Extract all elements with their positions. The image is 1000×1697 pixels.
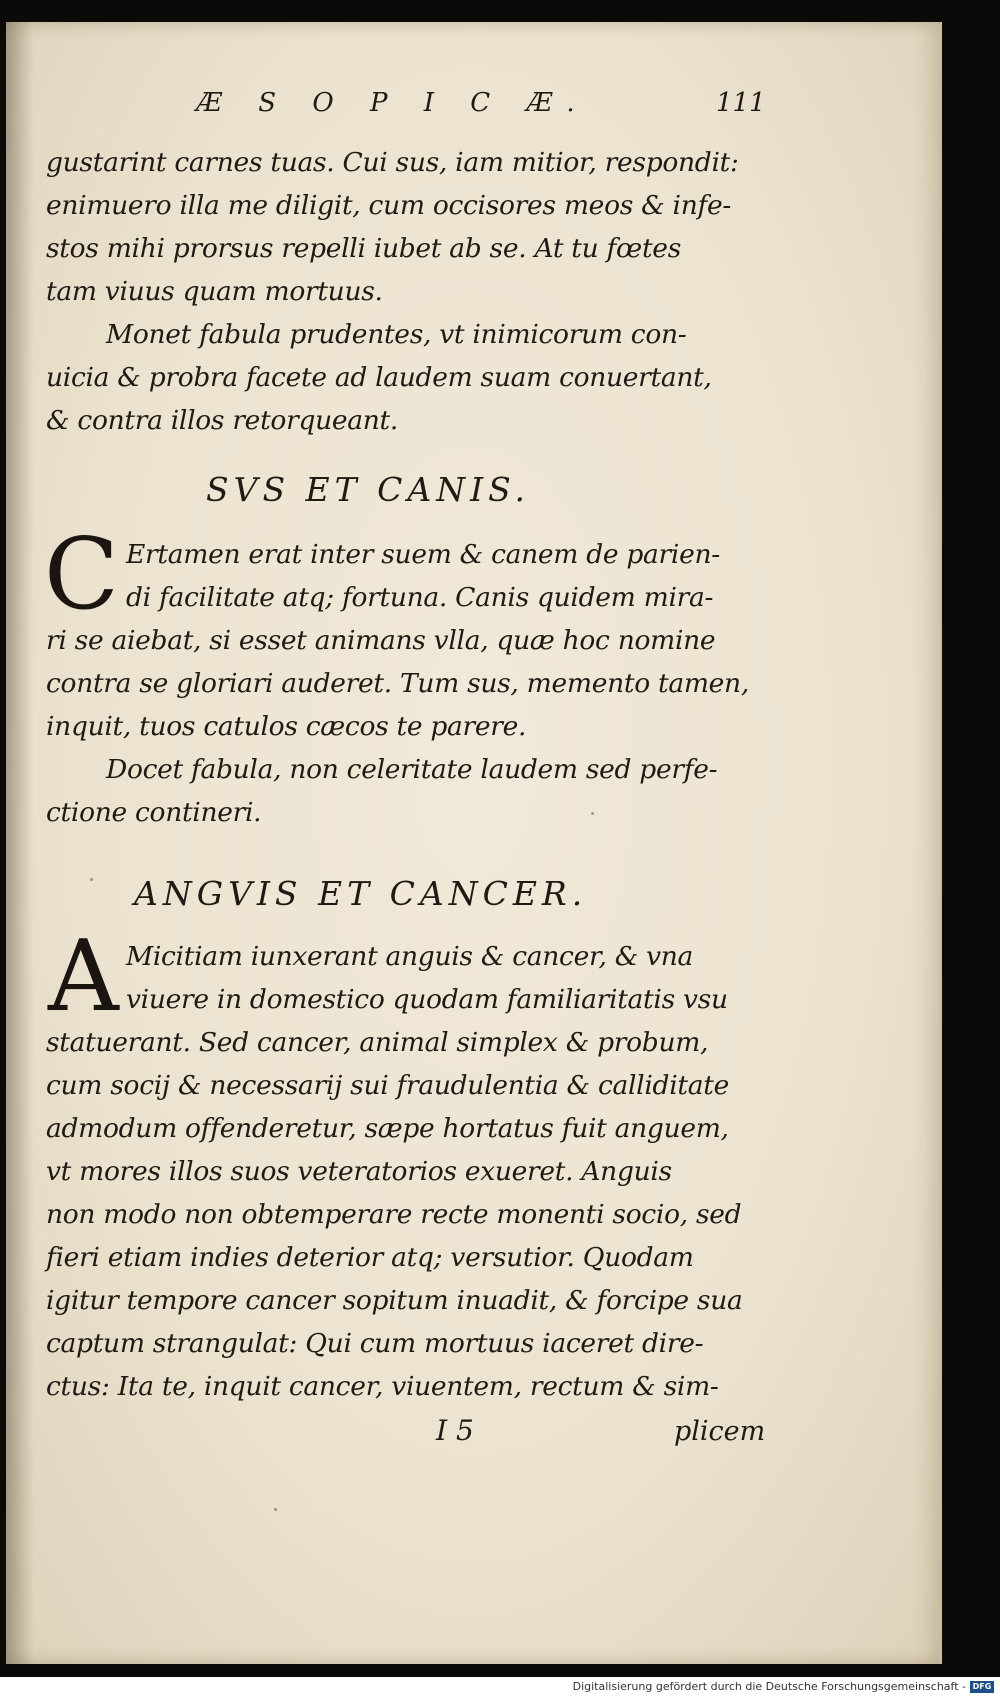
moral-line: ctione contineri. [46,797,262,828]
book-page [6,22,942,1664]
drop-cap-initial: A [48,920,119,1034]
text-line: ctus: Ita te, inquit cancer, viuentem, rectum & sim- [46,1371,719,1402]
paper-speck [591,812,594,815]
text-line: admodum offenderetur, sæpe hortatus fuit anguem, [46,1113,729,1144]
text-line: igitur tempore cancer sopitum inuadit, & forcipe sua [46,1285,743,1316]
signature-mark: I 5 [436,1414,474,1447]
moral-line: & contra illos retorqueant. [46,405,398,436]
fable-title: SVS ET CANIS. [206,470,531,509]
text-line: captum strangulat: Qui cum mortuus iaceret dire- [46,1328,704,1359]
text-line: viuere in domestico quodam familiaritatis vsu [126,984,728,1015]
catchword: plicem [674,1416,766,1447]
text-line: inquit, tuos catulos cæcos te parere. [46,711,527,742]
text-line: non modo non obtemperare recte monenti socio, sed [46,1199,742,1230]
text-line: Micitiam iunxerant anguis & cancer, & vna [126,941,694,972]
text-line: ri se aiebat, si esset animans vlla, quæ hoc nomine [46,625,716,656]
paper-speck [90,878,93,881]
paper-speck [274,1508,277,1511]
text-line: Ertamen erat inter suem & canem de parien- [126,539,720,570]
text-line: contra se gloriari auderet. Tum sus, memento tamen, [46,668,749,699]
text-line: tam viuus quam mortuus. [46,276,383,307]
moral-line: Monet fabula prudentes, vt inimicorum con- [106,319,687,350]
text-line: di facilitate atq; fortuna. Canis quidem mira- [126,582,714,613]
text-line: statuerant. Sed cancer, animal simplex & probum, [46,1027,709,1058]
text-line: stos mihi prorsus repelli iubet ab se. At tu fœtes [46,233,681,264]
page-number: 111 [716,88,766,118]
text-line: enimuero illa me diligit, cum occisores meos & infe- [46,190,732,221]
text-line: vt mores illos suos veteratorios exueret. Anguis [46,1156,672,1187]
running-head: Æ S O P I C Æ. [196,88,589,118]
text-line: fieri etiam indies deterior atq; versutior. Quodam [46,1242,694,1273]
funding-credit: Digitalisierung gefördert durch die Deutsche Forschungsgemeinschaft - [572,1680,966,1693]
fable-title: ANGVIS ET CANCER. [134,874,588,913]
drop-cap-initial: C [44,518,119,632]
moral-line: Docet fabula, non celeritate laudem sed perfe- [106,754,718,785]
text-line: cum socij & necessarij sui fraudulentia & calliditate [46,1070,729,1101]
text-line: gustarint carnes tuas. Cui sus, iam mitior, respondit: [46,147,739,178]
dfg-logo: DFG [970,1681,994,1693]
moral-line: uicia & probra facete ad laudem suam conuertant, [46,362,712,393]
